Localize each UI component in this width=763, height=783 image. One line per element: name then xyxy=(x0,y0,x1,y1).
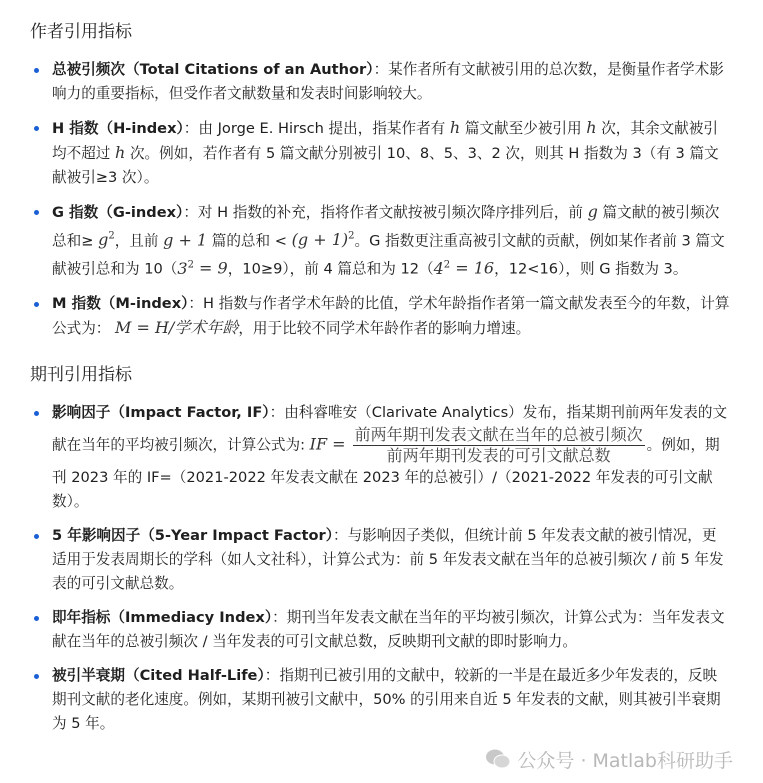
item-term: M 指数（M-index） xyxy=(52,294,189,312)
math-body: g xyxy=(98,230,109,250)
item-text: 次，其余文献被引均不超过 xyxy=(52,120,718,162)
math-expression xyxy=(450,118,460,137)
item-term: 5 年影响因子（5-Year Impact Factor） xyxy=(52,526,334,544)
item-text: 篇文献的被引频次总和≥ xyxy=(52,204,720,250)
math-expression xyxy=(434,259,451,278)
item-text: ：由科睿唯安（Clarivate Analytics）发布，指某期刊前两年发表的文献在当年的平均被引频次，计算公式为: xyxy=(52,403,728,454)
watermark-text: 公众号 · Matlab科研助手 xyxy=(517,749,733,772)
bullet-icon xyxy=(34,616,39,621)
math-expression xyxy=(163,230,207,249)
math-expression xyxy=(177,259,194,278)
bullet-icon xyxy=(34,674,39,679)
math-expression xyxy=(450,259,494,278)
item-term: 影响因子（Impact Factor, IF） xyxy=(52,403,270,421)
list-item xyxy=(30,58,730,106)
fraction-denominator: 前两年期刊发表的可引文献总数 xyxy=(386,445,611,465)
item-text: ：期刊当年发表文献在当年的平均被引频次，计算公式为：当年发表文献在当年的总被引频次 / 当年发表的可引文献总数，反映期刊文献的即时影响力。 xyxy=(52,608,725,650)
item-text: ：由 Jorge E. Hirsch 提出，指某作者有 xyxy=(183,120,450,137)
item-text: 。例如，期刊 2023 年的 IF=（2021-2022 年发表文献在 2023 年的总被引）/（2021-2022 年发表的可引文献数）。 xyxy=(52,436,720,510)
list-item xyxy=(30,116,730,190)
bullet-icon xyxy=(34,411,39,416)
item-text: ：与影响因子类似，但统计前 5 年发表文献的被引情况，更适用于发表周期长的学科（如人文社科），计算公式为：前 5 年发表文献在当年的总被引频次 / 前 5 年发表的可引文献总数。 xyxy=(52,526,724,592)
item-text: ：指期刊已被引用的文献中，较新的一半是在最近多少年发表的，反映期刊文献的老化速度。例如，某期刊被引文献中，50% 的引用来自近 5 年发表的文献，则其被引半衰期为 5 年。 xyxy=(52,666,721,732)
math-expression xyxy=(115,318,238,337)
math-superscript: 2 xyxy=(187,259,194,271)
bullet-icon xyxy=(34,126,39,131)
journal-metrics-list xyxy=(30,401,730,736)
math-body: M = H/学术年龄 xyxy=(115,317,239,337)
bullet-icon xyxy=(34,210,39,215)
math-expression xyxy=(310,434,351,453)
math-fraction xyxy=(353,425,645,466)
math-superscript: 2 xyxy=(443,259,451,271)
math-body: h xyxy=(449,118,461,137)
item-text: ：某作者所有文献被引用的总次数，是衡量作者学术影响力的重要指标，但受作者文献数量和发表时间影响较大。 xyxy=(52,61,724,102)
bullet-icon xyxy=(34,302,39,307)
wechat-icon xyxy=(485,748,511,770)
math-body: g + 1 xyxy=(163,230,208,250)
item-text: 篇的总和 < xyxy=(207,232,292,250)
list-item xyxy=(30,200,730,282)
math-body: IF = xyxy=(309,434,351,454)
list-item xyxy=(30,664,730,736)
section-heading-author: 作者引用指标 xyxy=(30,22,132,42)
math-expression xyxy=(292,230,355,249)
item-text: ，12<16），则 G 指数为 3。 xyxy=(494,260,688,278)
math-body: = 9 xyxy=(193,258,228,278)
author-metrics-list xyxy=(30,58,730,341)
item-term: H 指数（H-index） xyxy=(52,120,184,137)
item-text: ：对 H 指数的补充，指将作者文献按被引频次降序排列后，前 xyxy=(183,204,588,221)
math-superscript: 2 xyxy=(108,231,115,242)
item-text: ，用于比较不同学术年龄作者的影响力增速。 xyxy=(238,319,531,337)
math-superscript: 2 xyxy=(348,231,355,242)
item-term: 被引半衰期（Cited Half-Life） xyxy=(52,666,265,684)
math-body: g xyxy=(587,202,598,221)
item-text: 篇文献至少被引用 xyxy=(460,120,587,137)
item-text: ：H 指数与作者学术年龄的比值，学术年龄指作者第一篇文献发表至今的年数，计算公式为： xyxy=(52,294,730,337)
math-expression xyxy=(194,259,228,278)
list-item xyxy=(30,524,730,596)
item-term: G 指数（G-index） xyxy=(52,204,184,221)
item-text: 次。例如，若作者有 5 篇文献分别被引 10、8、5、3、2 次，则其 H 指数为 3（有 3 篇文献被引≥3 次）。 xyxy=(52,145,719,186)
math-expression xyxy=(588,202,598,221)
bullet-icon xyxy=(34,68,39,73)
math-body: h xyxy=(586,118,597,137)
item-term: 总被引频次（Total Citations of an Author） xyxy=(52,61,374,78)
fraction-numerator: 前两年期刊发表文献在当年的总被引频次 xyxy=(354,424,643,444)
list-item xyxy=(30,292,730,341)
list-item xyxy=(30,401,730,514)
math-body: (g + 1) xyxy=(291,230,349,250)
item-term: 即年指标（Immediacy Index） xyxy=(52,608,273,626)
item-text: ，且前 xyxy=(114,232,164,250)
section-heading-journal: 期刊引用指标 xyxy=(30,364,132,385)
item-text: 。G 指数更注重高被引文献的贡献，例如某作者前 3 篇文献被引总和为 10（ xyxy=(52,232,725,278)
math-expression xyxy=(115,143,125,162)
math-expression xyxy=(98,230,115,249)
math-expression xyxy=(586,118,596,137)
math-body: = 16 xyxy=(450,258,495,278)
item-text: ，10≥9），前 4 篇总和为 12（ xyxy=(227,260,434,278)
math-body: h xyxy=(115,143,126,162)
bullet-icon xyxy=(34,534,39,539)
list-item xyxy=(30,606,730,654)
math-body: 3 xyxy=(177,258,188,278)
watermark xyxy=(30,746,733,773)
math-body: 4 xyxy=(433,258,444,278)
